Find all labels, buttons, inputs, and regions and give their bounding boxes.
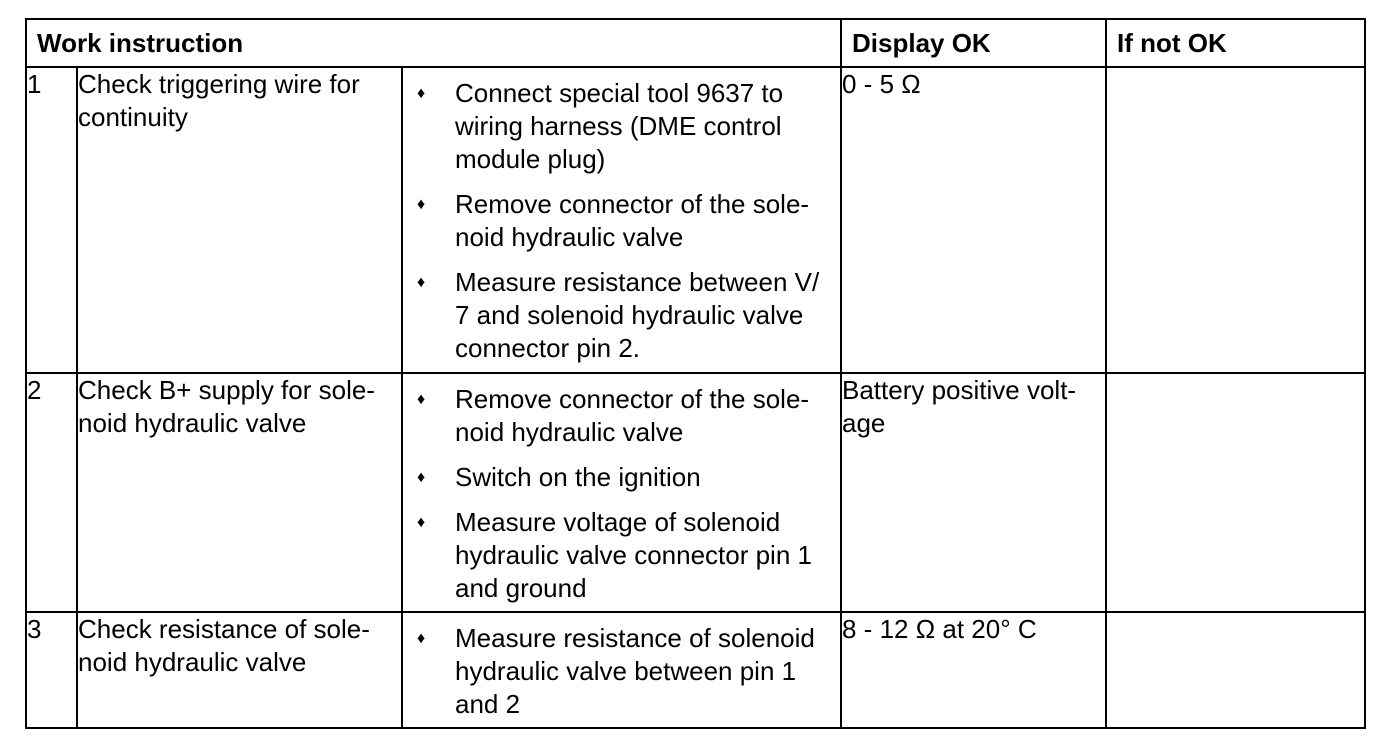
- display-ok-value: Battery positive volt-age: [841, 373, 1106, 612]
- step-text: Remove connector of the sole-noid hydraulic valve: [455, 384, 810, 447]
- header-work-instruction: Work instruction: [26, 19, 841, 67]
- work-instruction-table: [25, 18, 1366, 729]
- row-number: 3: [26, 612, 77, 728]
- table-row: [26, 373, 1365, 612]
- row-number: 1: [26, 67, 77, 373]
- procedure-steps: [403, 68, 840, 371]
- diamond-bullet-icon: ♦: [417, 630, 426, 647]
- step-text: Measure voltage of solenoid hydraulic valve connector pin 1 and ground: [455, 507, 812, 603]
- procedure-steps-cell: [402, 67, 841, 373]
- header-display-ok: Display OK: [841, 19, 1106, 67]
- diamond-bullet-icon: ♦: [417, 514, 426, 531]
- procedure-steps: [403, 374, 840, 611]
- diamond-bullet-icon: ♦: [417, 274, 426, 291]
- procedure-steps-cell: [402, 373, 841, 612]
- step-item: [415, 188, 832, 254]
- diamond-bullet-icon: ♦: [417, 469, 426, 486]
- check-description: Check resistance of sole-noid hydraulic valve: [77, 612, 402, 728]
- step-text: Measure resistance of solenoid hydraulic valve between pin 1 and 2: [455, 623, 815, 719]
- procedure-steps-cell: [402, 612, 841, 728]
- header-if-not-ok: If not OK: [1106, 19, 1365, 67]
- step-text: Remove connector of the sole-noid hydraulic valve: [455, 189, 810, 252]
- step-text: Connect special tool 9637 to wiring harness (DME control module plug): [455, 78, 784, 174]
- diamond-bullet-icon: ♦: [417, 85, 426, 102]
- if-not-ok-value: [1106, 67, 1365, 373]
- step-text: Switch on the ignition: [455, 462, 701, 492]
- display-ok-value: 8 - 12 Ω at 20° C: [841, 612, 1106, 728]
- step-item: [415, 383, 832, 449]
- step-item: [415, 506, 832, 605]
- step-item: [415, 461, 832, 494]
- step-item: [415, 77, 832, 176]
- diamond-bullet-icon: ♦: [417, 196, 426, 213]
- check-description: Check B+ supply for sole-noid hydraulic valve: [77, 373, 402, 612]
- step-item: [415, 622, 832, 721]
- check-description: Check triggering wire for continuity: [77, 67, 402, 373]
- if-not-ok-value: [1106, 612, 1365, 728]
- if-not-ok-value: [1106, 373, 1365, 612]
- table-row: [26, 612, 1365, 728]
- diamond-bullet-icon: ♦: [417, 391, 426, 408]
- row-number: 2: [26, 373, 77, 612]
- step-text: Measure resistance between V/ 7 and solenoid hydraulic valve connector pin 2.: [455, 267, 820, 363]
- procedure-steps: [403, 613, 840, 727]
- step-item: [415, 266, 832, 365]
- table-header-row: [26, 19, 1365, 67]
- display-ok-value: 0 - 5 Ω: [841, 67, 1106, 373]
- table-row: [26, 67, 1365, 373]
